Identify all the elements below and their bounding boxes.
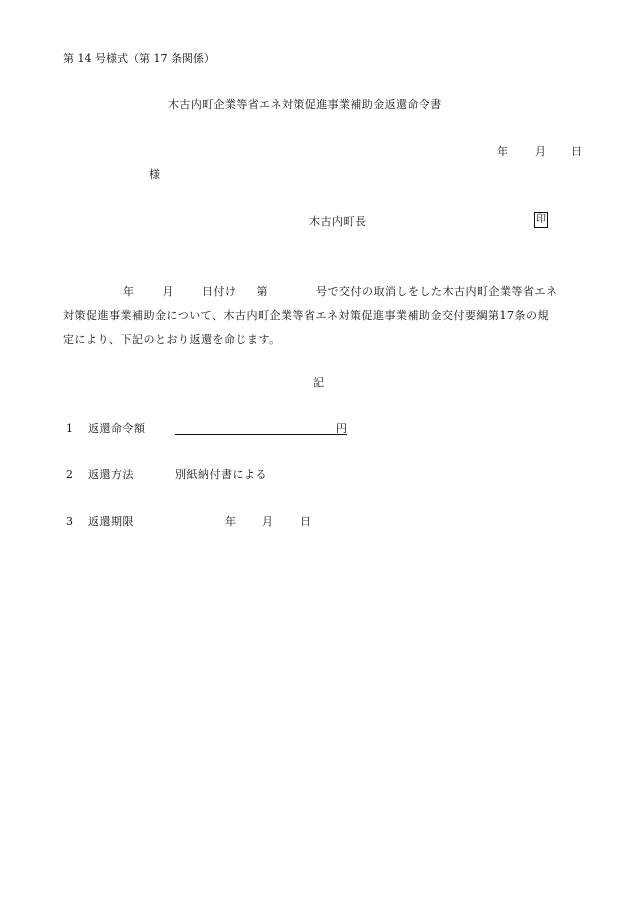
- form-number: 第 14 号様式（第 17 条関係）: [63, 52, 215, 65]
- body-paragraph: [63, 280, 585, 352]
- body-line-3: 定により、下記のとおり返還を命じます。: [63, 333, 281, 346]
- deadline-year: 年: [225, 515, 236, 528]
- document-title: 木古内町企業等省エネ対策促進事業補助金返還命令書: [168, 98, 442, 111]
- body-number-prefix: 第: [256, 285, 268, 298]
- item-label-amount: 返還命令額: [88, 422, 146, 435]
- item-label-deadline: 返還期限: [88, 515, 134, 528]
- item-number: 2: [66, 468, 73, 481]
- issue-date-day: 日: [571, 145, 582, 158]
- item-number: 1: [66, 422, 73, 435]
- deadline-month: 月: [262, 515, 273, 528]
- method-value: 別紙納付書による: [175, 468, 267, 481]
- addressee-suffix: 様: [149, 168, 160, 181]
- issue-date-month: 月: [535, 145, 546, 158]
- amount-unit: 円: [336, 422, 347, 435]
- deadline-day: 日: [300, 515, 311, 528]
- item-number: 3: [66, 515, 73, 528]
- body-month: 月: [162, 285, 174, 298]
- sender-name: 木古内町長: [309, 215, 367, 228]
- body-date-suffix: 日付け: [202, 285, 237, 298]
- body-line-2: 対策促進事業補助金について、木古内町企業等省エネ対策促進事業補助金交付要綱第17条の規: [63, 309, 550, 322]
- seal-mark: 印: [534, 212, 548, 228]
- body-line-1-rest: 号で交付の取消しをした木古内町企業等省エネ: [316, 285, 558, 298]
- item-label-method: 返還方法: [88, 468, 134, 481]
- body-line-1: [63, 280, 585, 304]
- issue-date-year: 年: [497, 145, 508, 158]
- ki-heading: 記: [313, 376, 324, 389]
- amount-blank-line: [175, 434, 347, 435]
- body-year: 年: [123, 285, 135, 298]
